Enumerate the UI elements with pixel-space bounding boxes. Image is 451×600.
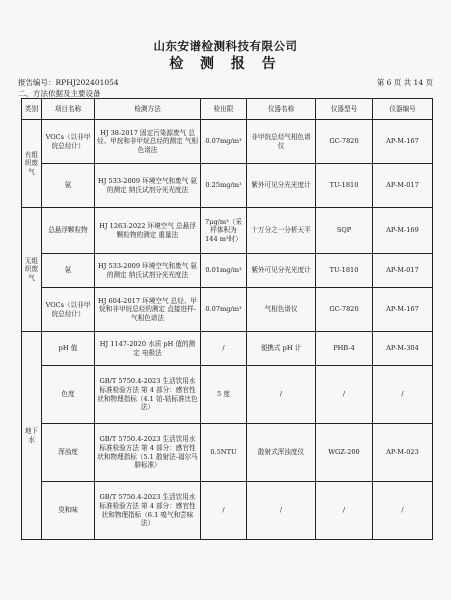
table-row bbox=[22, 208, 433, 254]
cell-code: / bbox=[373, 482, 433, 540]
cell-item: 臭和味 bbox=[42, 482, 95, 540]
cell-limit: 7μg/m³（采样体积为 144 m³时） bbox=[201, 208, 247, 254]
cell-instrument: 紫外可见分光光度计 bbox=[247, 254, 316, 288]
company-name: 山东安谱检测科技有限公司 bbox=[153, 39, 298, 53]
cell-model: GC-7820 bbox=[316, 120, 373, 164]
header-item: 项目名称 bbox=[42, 99, 95, 120]
cell-model: / bbox=[316, 366, 373, 424]
cell-item: 色度 bbox=[42, 366, 95, 424]
cell-code: AP-M-167 bbox=[373, 120, 433, 164]
table-row bbox=[22, 164, 433, 208]
table-row bbox=[22, 366, 433, 424]
cell-model: TU-1810 bbox=[316, 254, 373, 288]
cell-code: AP-M-167 bbox=[373, 288, 433, 332]
cell-code: AP-M-017 bbox=[373, 164, 433, 208]
cell-model: SQP bbox=[316, 208, 373, 254]
page-number: 第 6 页 共 14 页 bbox=[376, 78, 433, 87]
cell-instrument: / bbox=[247, 366, 316, 424]
cell-item: 氨 bbox=[42, 254, 95, 288]
header-model: 仪器型号 bbox=[316, 99, 373, 120]
category-groundwater: 地下水 bbox=[22, 332, 42, 540]
cell-code: AP-M-169 bbox=[373, 208, 433, 254]
methods-table bbox=[21, 98, 433, 540]
cell-method: HJ 533-2009 环境空气和废气 氨的测定 纳氏试剂分光光度法 bbox=[95, 254, 201, 288]
cell-limit: 0.07mg/m³ bbox=[201, 288, 247, 332]
cell-item: 浑浊度 bbox=[42, 424, 95, 482]
cell-instrument: / bbox=[247, 482, 316, 540]
cell-limit: / bbox=[201, 482, 247, 540]
cell-limit: 0.5NTU bbox=[201, 424, 247, 482]
cell-model: PHB-4 bbox=[316, 332, 373, 366]
cell-method: HJ 604-2017 环境空气 总烃、甲烷和非甲烷总烃的测定 直接进样-气相色谱法 bbox=[95, 288, 201, 332]
cell-instrument: 气相色谱仪 bbox=[247, 288, 316, 332]
cell-method: HJ 1263-2022 环境空气 总悬浮颗粒物的测定 重量法 bbox=[95, 208, 201, 254]
cell-code: AP-M-304 bbox=[373, 332, 433, 366]
cell-item: 总悬浮颗粒物 bbox=[42, 208, 95, 254]
report-number: 报告编号：RPHJ202401054 bbox=[18, 78, 119, 87]
cell-code: / bbox=[373, 366, 433, 424]
table-row bbox=[22, 332, 433, 366]
cell-instrument: 十万分之一分析天平 bbox=[247, 208, 316, 254]
cell-method: GB/T 5750.4-2023 生活饮用水标准检验方法 第 4 部分：感官性状和物理指标（5.1 散射法-福尔马肼标准） bbox=[95, 424, 201, 482]
cell-item: VOCs（以非甲烷总烃计） bbox=[42, 288, 95, 332]
cell-model: TU-1810 bbox=[316, 164, 373, 208]
header-code: 仪器编号 bbox=[373, 99, 433, 120]
cell-code: AP-M-017 bbox=[373, 254, 433, 288]
cell-method: GB/T 5750.4-2023 生活饮用水标准检验方法 第 4 部分：感官性状和物理指标（4.1 铂-钴标准比色法） bbox=[95, 366, 201, 424]
section-heading: 二、方法依据及主要设备 bbox=[18, 89, 101, 98]
cell-item: 氨 bbox=[42, 164, 95, 208]
cell-instrument: 便携式 pH 计 bbox=[247, 332, 316, 366]
cell-limit: 5 度 bbox=[201, 366, 247, 424]
cell-limit: 0.07mg/m³ bbox=[201, 120, 247, 164]
cell-item: pH 值 bbox=[42, 332, 95, 366]
cell-model: WGZ-200 bbox=[316, 424, 373, 482]
cell-instrument: 紫外可见分光光度计 bbox=[247, 164, 316, 208]
category-unorganized: 无组织废气 bbox=[22, 208, 42, 332]
header-limit: 检出限 bbox=[201, 99, 247, 120]
cell-instrument: 非甲烷总烃气相色谱仪 bbox=[247, 120, 316, 164]
cell-item: VOCs（以非甲烷总烃计） bbox=[42, 120, 95, 164]
table-header-row bbox=[22, 99, 433, 120]
report-title: 检 测 报 告 bbox=[169, 56, 282, 72]
table-row bbox=[22, 254, 433, 288]
cell-limit: 0.25mg/m³ bbox=[201, 164, 247, 208]
cell-limit: / bbox=[201, 332, 247, 366]
cell-method: HJ 38-2017 固定污染源废气 总烃、甲烷和非甲烷总烃的测定 气相色谱法 bbox=[95, 120, 201, 164]
header-instrument: 仪器名称 bbox=[247, 99, 316, 120]
header-method: 检测方法 bbox=[95, 99, 201, 120]
table-row bbox=[22, 288, 433, 332]
cell-method: HJ 533-2009 环境空气和废气 氨的测定 纳氏试剂分光光度法 bbox=[95, 164, 201, 208]
cell-model: / bbox=[316, 482, 373, 540]
table-row bbox=[22, 424, 433, 482]
table-row bbox=[22, 120, 433, 164]
table-row bbox=[22, 482, 433, 540]
cell-method: HJ 1147-2020 水质 pH 值的测定 电极法 bbox=[95, 332, 201, 366]
header-category: 类别 bbox=[22, 99, 42, 120]
cell-limit: 0.01mg/m³ bbox=[201, 254, 247, 288]
cell-model: GC-7820 bbox=[316, 288, 373, 332]
cell-instrument: 散射式浑浊度仪 bbox=[247, 424, 316, 482]
cell-code: AP-M-023 bbox=[373, 424, 433, 482]
cell-method: GB/T 5750.4-2023 生活饮用水标准检验方法 第 4 部分：感官性状和物理指标（6.1 嗅气和尝味法） bbox=[95, 482, 201, 540]
category-organized: 有组织废气 bbox=[22, 120, 42, 208]
